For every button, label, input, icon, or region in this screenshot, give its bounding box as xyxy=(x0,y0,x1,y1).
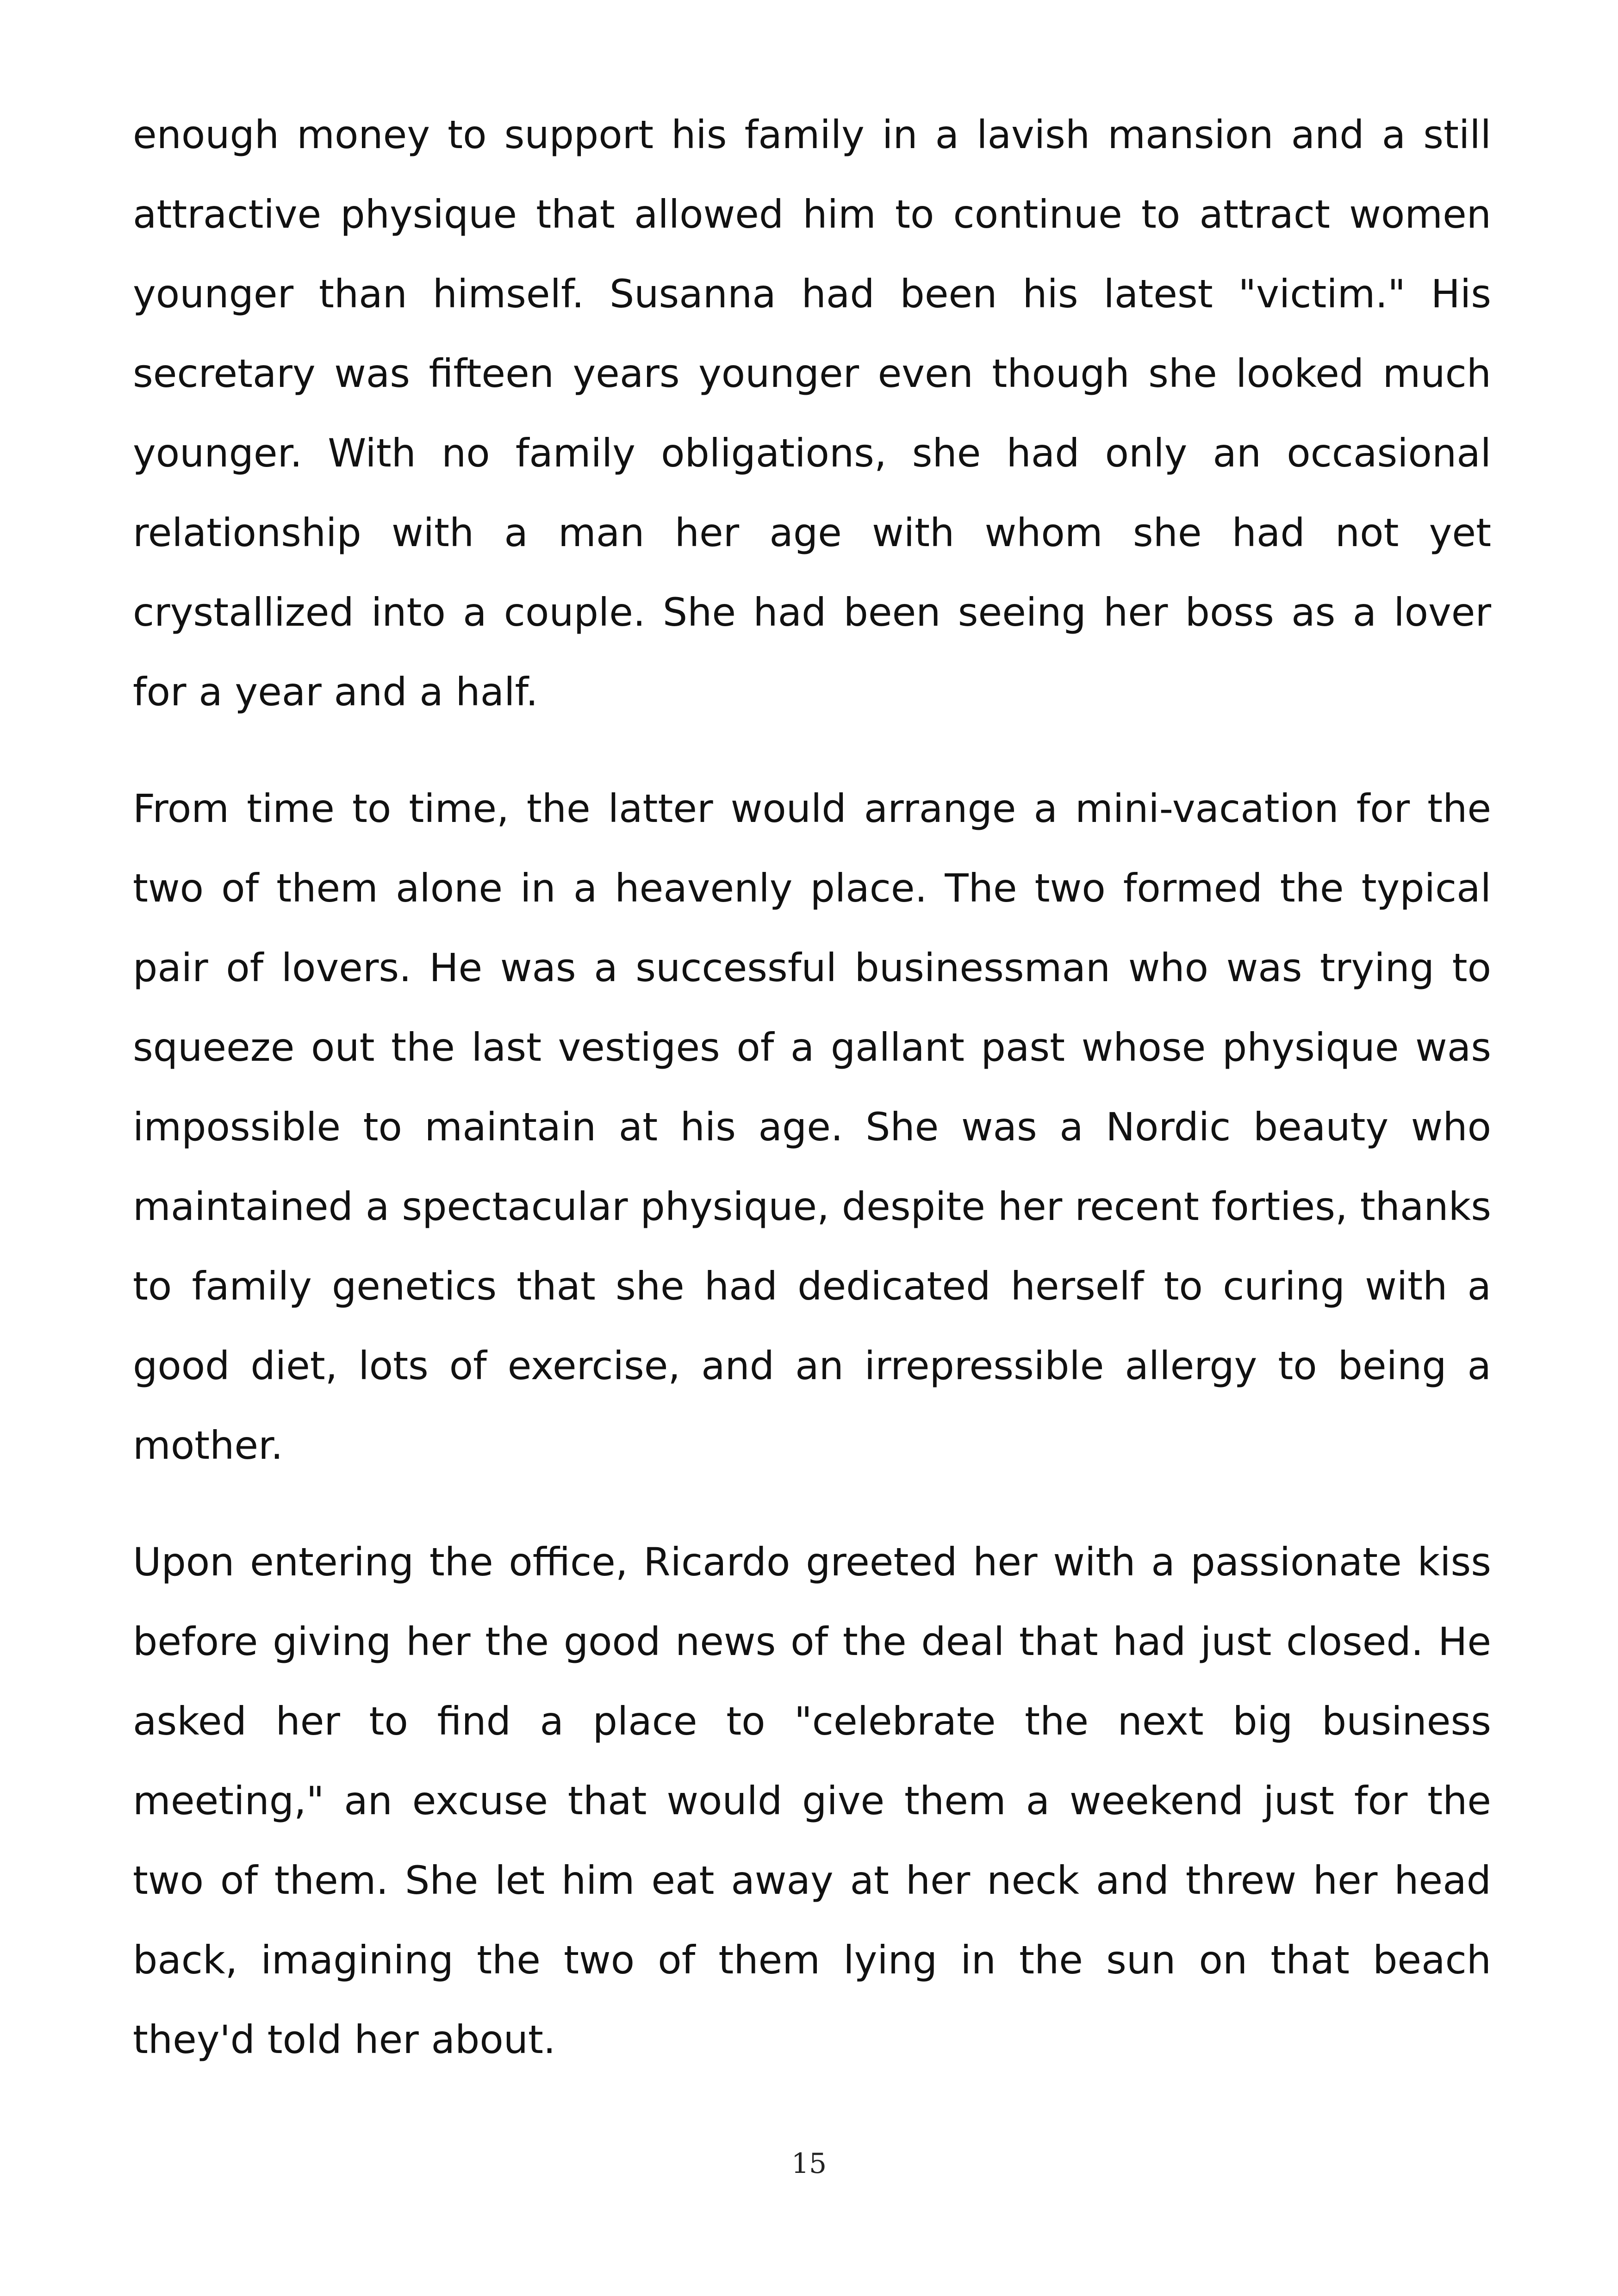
paragraph-1: enough money to support his family in a lavish mansion and a still attractive physique that allowed him to continue to attract women younger than himself. Susanna had been his latest "victim." His secretary was fifteen years younger even though she looked much younger. With no family obligations, she had only an occasional relationship with a man her age with whom she had not yet crystallized into a couple. She had been seeing her boss as a lover for a year and a half. xyxy=(133,112,1491,715)
body-text xyxy=(133,95,1491,2116)
paragraph-2: From time to time, the latter would arrange a mini-vacation for the two of them alone in a heavenly place. The two formed the typical pair of lovers. He was a successful businessman who was trying to squeeze out the last vestiges of a gallant past whose physique was impossible to maintain at his age. She was a Nordic beauty who maintained a spectacular physique, despite her recent forties, thanks to family genetics that she had dedicated herself to curing with a good diet, lots of exercise, and an irrepressible allergy to being a mother. xyxy=(133,786,1491,1468)
page-number: 15 xyxy=(791,2147,827,2180)
paragraph-3: Upon entering the office, Ricardo greeted her with a passionate kiss before giving her the good news of the deal that had just closed. He asked her to find a place to "celebrate the next big business meeting," an excuse that would give them a weekend just for the two of them. She let him eat away at her neck and threw her head back, imagining the two of them lying in the sun on that beach they'd told her about. xyxy=(133,1539,1491,2062)
